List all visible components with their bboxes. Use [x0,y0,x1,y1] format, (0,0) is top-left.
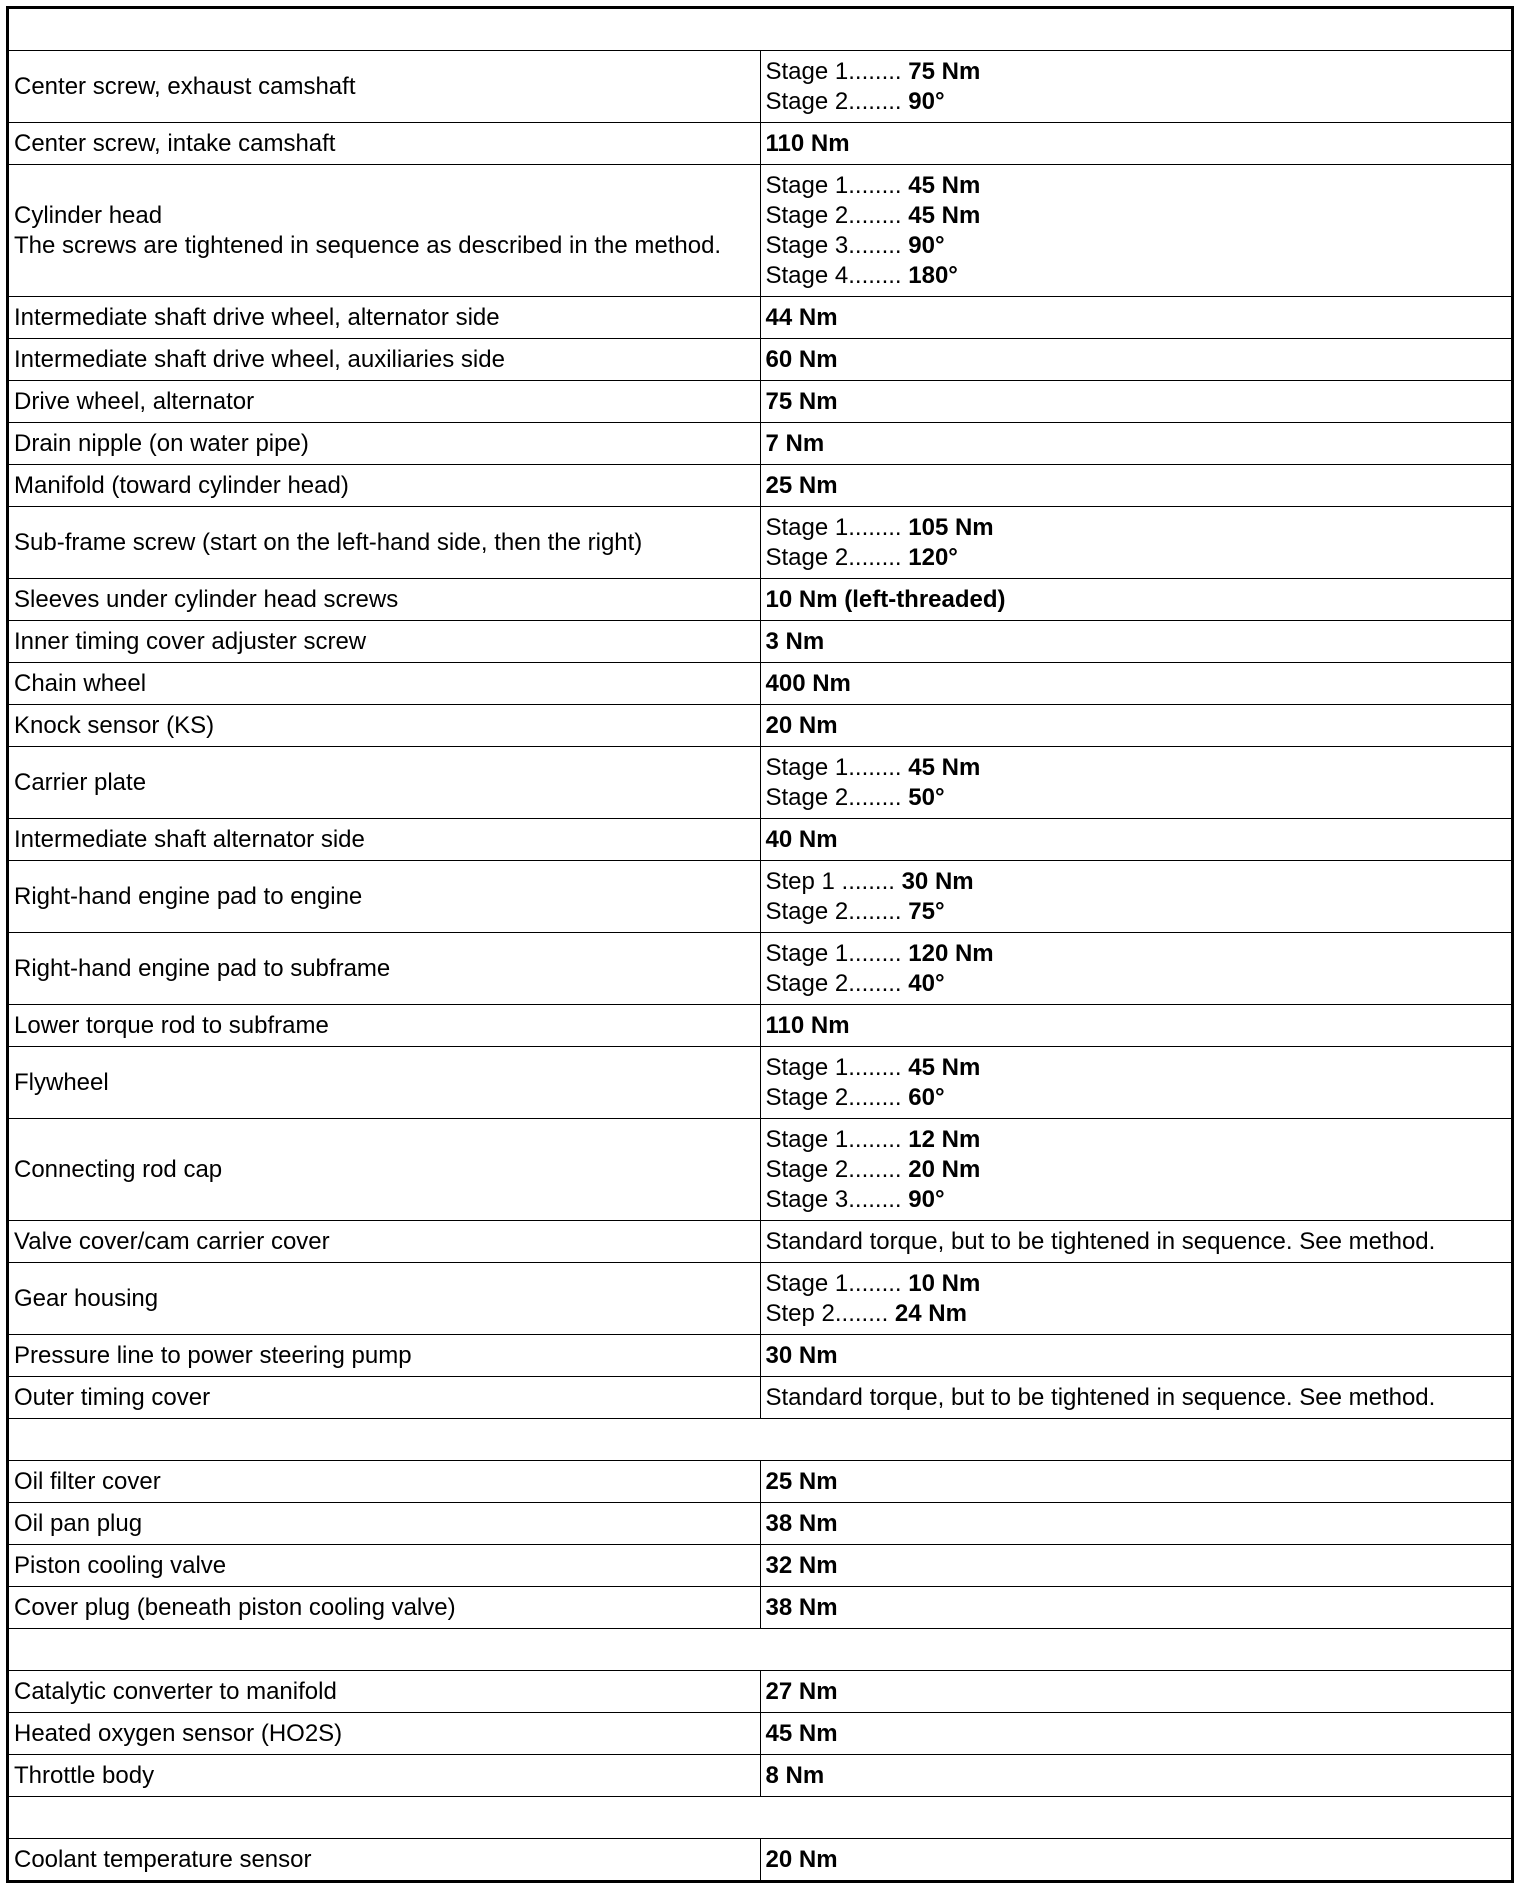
torque-value: 45 Nm [908,753,981,781]
torque-line [766,969,1512,999]
torque-value: 20 Nm [765,711,838,739]
table-row [8,747,1513,819]
torque-step-prefix: Stage 1........ [765,171,909,199]
component-cell [8,1119,761,1221]
component-label: Right-hand engine pad to subframe [14,954,391,982]
torque-value-cell [760,1005,1513,1047]
component-cell [8,123,761,165]
component-label: Connecting rod cap [14,1155,223,1183]
component-label: Coolant temperature sensor [14,1845,312,1873]
torque-value: 40 Nm [765,825,838,853]
torque-step-prefix: Stage 2........ [765,1155,909,1183]
torque-value: 10 Nm (left-threaded) [765,585,1006,613]
table-row [8,1755,1513,1797]
torque-value: 24 Nm [894,1299,967,1327]
component-cell [8,297,761,339]
torque-line [766,825,1512,855]
torque-line [766,1719,1512,1749]
component-cell [8,933,761,1005]
torque-line [766,1155,1512,1185]
section-separator-cell [8,1797,1513,1839]
torque-line [766,1383,1512,1413]
torque-value: 44 Nm [765,303,838,331]
torque-line [766,1593,1512,1623]
torque-value: 3 Nm [765,627,825,655]
torque-line [766,1509,1512,1539]
torque-line [766,1299,1512,1329]
component-cell [8,621,761,663]
torque-value-cell [760,1047,1513,1119]
component-cell [8,579,761,621]
torque-step-prefix: Stage 1........ [765,513,909,541]
torque-value: 38 Nm [765,1509,838,1537]
section-separator-row [8,1419,1513,1461]
torque-value: 20 Nm [765,1845,838,1873]
table-row [8,933,1513,1005]
torque-step-prefix: Stage 2........ [765,1083,909,1111]
torque-step-prefix: Stage 2........ [765,543,909,571]
torque-step-prefix: Stage 3........ [765,231,909,259]
torque-value: 120 Nm [908,939,994,967]
component-label: Intermediate shaft alternator side [14,825,365,853]
component-label: Drive wheel, alternator [14,387,255,415]
table-row [8,1545,1513,1587]
torque-line [766,171,1512,201]
torque-line [766,1677,1512,1707]
component-cell [8,1461,761,1503]
component-label: Sleeves under cylinder head screws [14,585,399,613]
torque-line [766,669,1512,699]
torque-value-cell [760,339,1513,381]
torque-step-prefix: Stage 1........ [765,1125,909,1153]
torque-line [766,87,1512,117]
component-cell [8,1713,761,1755]
component-label: Intermediate shaft drive wheel, auxiliaries side [14,345,505,373]
torque-value: 27 Nm [765,1677,838,1705]
section-separator-cell [8,1629,1513,1671]
torque-value: 45 Nm [908,171,981,199]
component-cell [8,165,761,297]
component-cell [8,51,761,123]
torque-value: 400 Nm [765,669,851,697]
torque-value-cell [760,1461,1513,1503]
section-separator-cell [8,1419,1513,1461]
torque-value: 12 Nm [908,1125,981,1153]
component-cell [8,1263,761,1335]
component-cell [8,1377,761,1419]
torque-value: 90° [908,87,945,115]
torque-value-cell [760,51,1513,123]
torque-line [766,1551,1512,1581]
torque-value: 8 Nm [765,1761,825,1789]
table-row [8,1713,1513,1755]
torque-line [766,627,1512,657]
table-row [8,579,1513,621]
component-label: Sub-frame screw (start on the left-hand side, then the right) [14,528,643,556]
component-label: Throttle body [14,1761,155,1789]
torque-line [766,585,1512,615]
torque-step-prefix: Standard torque, but to be tightened in sequence. See method. [765,1383,1436,1411]
component-label: Carrier plate [14,768,147,796]
torque-step-prefix: Step 2........ [765,1299,895,1327]
torque-line [766,1185,1512,1215]
component-cell [8,1335,761,1377]
component-label: The screws are tightened in sequence as described in the method. [14,231,722,259]
component-label: Cover plug (beneath piston cooling valve) [14,1593,456,1621]
torque-step-prefix: Stage 2........ [765,969,909,997]
torque-value: 180° [908,261,958,289]
table-row [8,465,1513,507]
component-cell [8,1545,761,1587]
torque-value-cell [760,1503,1513,1545]
table-row [8,339,1513,381]
table-row [8,165,1513,297]
torque-line [766,231,1512,261]
component-label: Oil filter cover [14,1467,161,1495]
component-cell [8,1005,761,1047]
table-row [8,423,1513,465]
torque-value: 25 Nm [765,1467,838,1495]
torque-value: 120° [908,543,958,571]
component-cell [8,819,761,861]
component-label: Inner timing cover adjuster screw [14,627,367,655]
torque-value: 105 Nm [908,513,994,541]
torque-value-cell [760,465,1513,507]
table-row [8,1263,1513,1335]
torque-value-cell [760,621,1513,663]
torque-line [766,57,1512,87]
torque-step-prefix: Stage 4........ [765,261,909,289]
torque-value-cell [760,861,1513,933]
component-label: Right-hand engine pad to engine [14,882,363,910]
section-separator-cell [8,8,1513,51]
table-row [8,1587,1513,1629]
section-separator-row [8,1629,1513,1671]
torque-step-prefix: Stage 2........ [765,783,909,811]
torque-line [766,543,1512,573]
section-separator-row [8,1797,1513,1839]
torque-line [766,1125,1512,1155]
torque-value: 45 Nm [908,1053,981,1081]
torque-value-cell [760,705,1513,747]
torque-value: 40° [908,969,945,997]
component-label: Oil pan plug [14,1509,143,1537]
table-row [8,51,1513,123]
torque-value: 75° [908,897,945,925]
torque-value-cell [760,1839,1513,1882]
torque-line [766,1053,1512,1083]
component-cell [8,423,761,465]
torque-value-cell [760,1713,1513,1755]
component-label: Lower torque rod to subframe [14,1011,329,1039]
component-label: Chain wheel [14,669,147,697]
torque-line [766,429,1512,459]
torque-step-prefix: Stage 2........ [765,87,909,115]
torque-line [766,711,1512,741]
torque-value-cell [760,1377,1513,1419]
torque-line [766,897,1512,927]
torque-value: 75 Nm [765,387,838,415]
component-cell [8,465,761,507]
torque-step-prefix: Step 1 ........ [765,867,902,895]
table-row [8,297,1513,339]
component-cell [8,747,761,819]
component-label: Intermediate shaft drive wheel, alternator side [14,303,500,331]
torque-line [766,1341,1512,1371]
torque-step-prefix: Stage 3........ [765,1185,909,1213]
torque-value-cell [760,663,1513,705]
table-row [8,621,1513,663]
torque-value: 90° [908,1185,945,1213]
table-row [8,123,1513,165]
component-cell [8,705,761,747]
component-cell [8,339,761,381]
torque-value: 10 Nm [908,1269,981,1297]
torque-value: 110 Nm [765,1011,850,1039]
torque-spec-table-body [8,8,1513,1882]
torque-value: 25 Nm [765,471,838,499]
torque-line [766,261,1512,291]
torque-value: 60° [908,1083,945,1111]
torque-line [766,939,1512,969]
section-separator-row [8,8,1513,51]
torque-step-prefix: Stage 1........ [765,57,909,85]
torque-step-prefix: Stage 1........ [765,939,909,967]
component-cell [8,663,761,705]
torque-line [766,1227,1512,1257]
torque-step-prefix: Stage 2........ [765,897,909,925]
component-cell [8,1839,761,1882]
torque-value-cell [760,165,1513,297]
torque-line [766,1011,1512,1041]
component-cell [8,507,761,579]
torque-value: 45 Nm [908,201,981,229]
component-label: Valve cover/cam carrier cover [14,1227,330,1255]
component-cell [8,1755,761,1797]
table-row [8,381,1513,423]
component-label: Gear housing [14,1284,159,1312]
torque-line [766,345,1512,375]
torque-line [766,753,1512,783]
torque-line [766,783,1512,813]
torque-line [766,1761,1512,1791]
torque-value-cell [760,297,1513,339]
table-row [8,1047,1513,1119]
table-row [8,1671,1513,1713]
torque-spec-table [6,6,1514,1883]
component-label: Piston cooling valve [14,1551,227,1579]
table-row [8,861,1513,933]
table-row [8,1221,1513,1263]
component-label: Cylinder head [14,201,163,229]
table-row [8,1005,1513,1047]
torque-value: 45 Nm [765,1719,838,1747]
torque-line [766,129,1512,159]
torque-value: 30 Nm [901,867,974,895]
torque-value: 7 Nm [765,429,825,457]
torque-line [766,513,1512,543]
torque-value-cell [760,123,1513,165]
torque-value: 75 Nm [908,57,981,85]
component-cell [8,1047,761,1119]
torque-line [766,1845,1512,1875]
torque-line [766,303,1512,333]
torque-line [766,201,1512,231]
torque-value-cell [760,819,1513,861]
torque-value: 20 Nm [908,1155,981,1183]
torque-line [766,387,1512,417]
torque-line [766,1467,1512,1497]
component-label: Outer timing cover [14,1383,211,1411]
torque-line [766,867,1512,897]
torque-value: 110 Nm [765,129,850,157]
component-cell [8,1503,761,1545]
component-cell [8,1671,761,1713]
torque-value-cell [760,1119,1513,1221]
torque-value: 32 Nm [765,1551,838,1579]
component-label: Drain nipple (on water pipe) [14,429,309,457]
torque-line [766,471,1512,501]
torque-step-prefix: Stage 2........ [765,201,909,229]
torque-value-cell [760,1755,1513,1797]
component-label: Manifold (toward cylinder head) [14,471,349,499]
table-row [8,1335,1513,1377]
table-row [8,663,1513,705]
component-label: Center screw, exhaust camshaft [14,72,356,100]
torque-value: 30 Nm [765,1341,838,1369]
component-cell [8,381,761,423]
torque-value-cell [760,1545,1513,1587]
component-label: Flywheel [14,1068,109,1096]
component-cell [8,1221,761,1263]
torque-value-cell [760,579,1513,621]
torque-step-prefix: Stage 1........ [765,1269,909,1297]
torque-value-cell [760,507,1513,579]
component-label: Knock sensor (KS) [14,711,215,739]
table-row [8,819,1513,861]
torque-value-cell [760,1221,1513,1263]
component-cell [8,1587,761,1629]
torque-value-cell [760,1263,1513,1335]
table-row [8,1377,1513,1419]
torque-step-prefix: Standard torque, but to be tightened in sequence. See method. [765,1227,1436,1255]
torque-value: 38 Nm [765,1593,838,1621]
table-row [8,705,1513,747]
torque-line [766,1269,1512,1299]
torque-value-cell [760,381,1513,423]
table-row [8,1839,1513,1882]
torque-step-prefix: Stage 1........ [765,1053,909,1081]
table-row [8,1461,1513,1503]
torque-value: 50° [908,783,945,811]
table-row [8,1503,1513,1545]
torque-value-cell [760,1671,1513,1713]
component-label: Heated oxygen sensor (HO2S) [14,1719,343,1747]
torque-value: 60 Nm [765,345,838,373]
torque-line [766,1083,1512,1113]
component-label: Center screw, intake camshaft [14,129,336,157]
table-row [8,507,1513,579]
table-row [8,1119,1513,1221]
torque-value-cell [760,1335,1513,1377]
torque-value-cell [760,423,1513,465]
torque-value: 90° [908,231,945,259]
torque-value-cell [760,747,1513,819]
torque-value-cell [760,933,1513,1005]
component-cell [8,861,761,933]
component-label: Catalytic converter to manifold [14,1677,337,1705]
torque-value-cell [760,1587,1513,1629]
component-label: Pressure line to power steering pump [14,1341,412,1369]
torque-step-prefix: Stage 1........ [765,753,909,781]
